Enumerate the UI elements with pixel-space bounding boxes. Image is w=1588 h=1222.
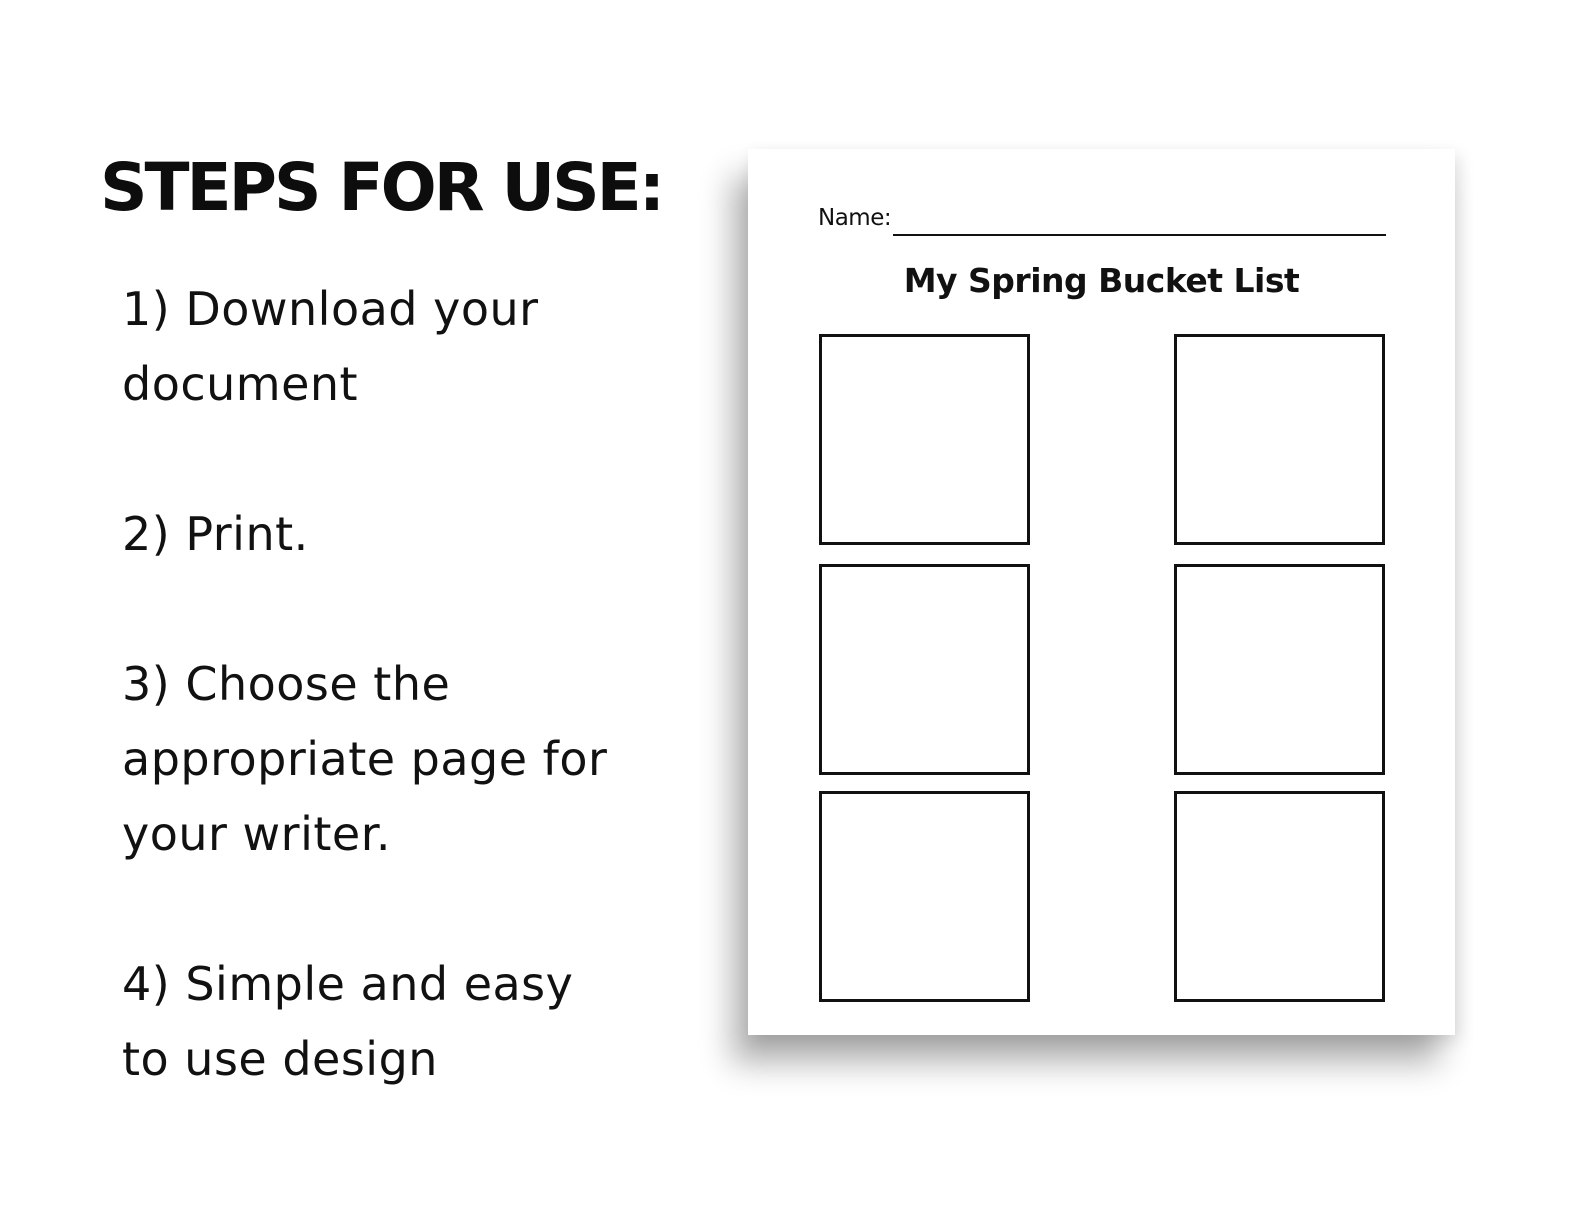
- bucket-list-box: [819, 791, 1030, 1002]
- name-label: Name:: [818, 205, 892, 231]
- bucket-list-box: [1174, 791, 1385, 1002]
- steps-heading: STEPS FOR USE:: [100, 149, 663, 226]
- step-simple-design: 4) Simple and easy to use design: [122, 957, 574, 1086]
- step-download: 1) Download your document: [122, 282, 539, 411]
- bucket-list-box: [1174, 564, 1385, 775]
- name-writing-line: [893, 234, 1386, 236]
- bucket-list-box: [1174, 334, 1385, 545]
- steps-list: [122, 272, 682, 1097]
- worksheet-title: My Spring Bucket List: [903, 261, 1300, 300]
- worksheet-preview: [748, 149, 1455, 1035]
- step-print: 2) Print.: [122, 507, 309, 561]
- bucket-list-box: [819, 564, 1030, 775]
- name-row: [818, 201, 1386, 237]
- step-choose-page: 3) Choose the appropriate page for your writer.: [122, 657, 608, 861]
- bucket-list-box: [819, 334, 1030, 545]
